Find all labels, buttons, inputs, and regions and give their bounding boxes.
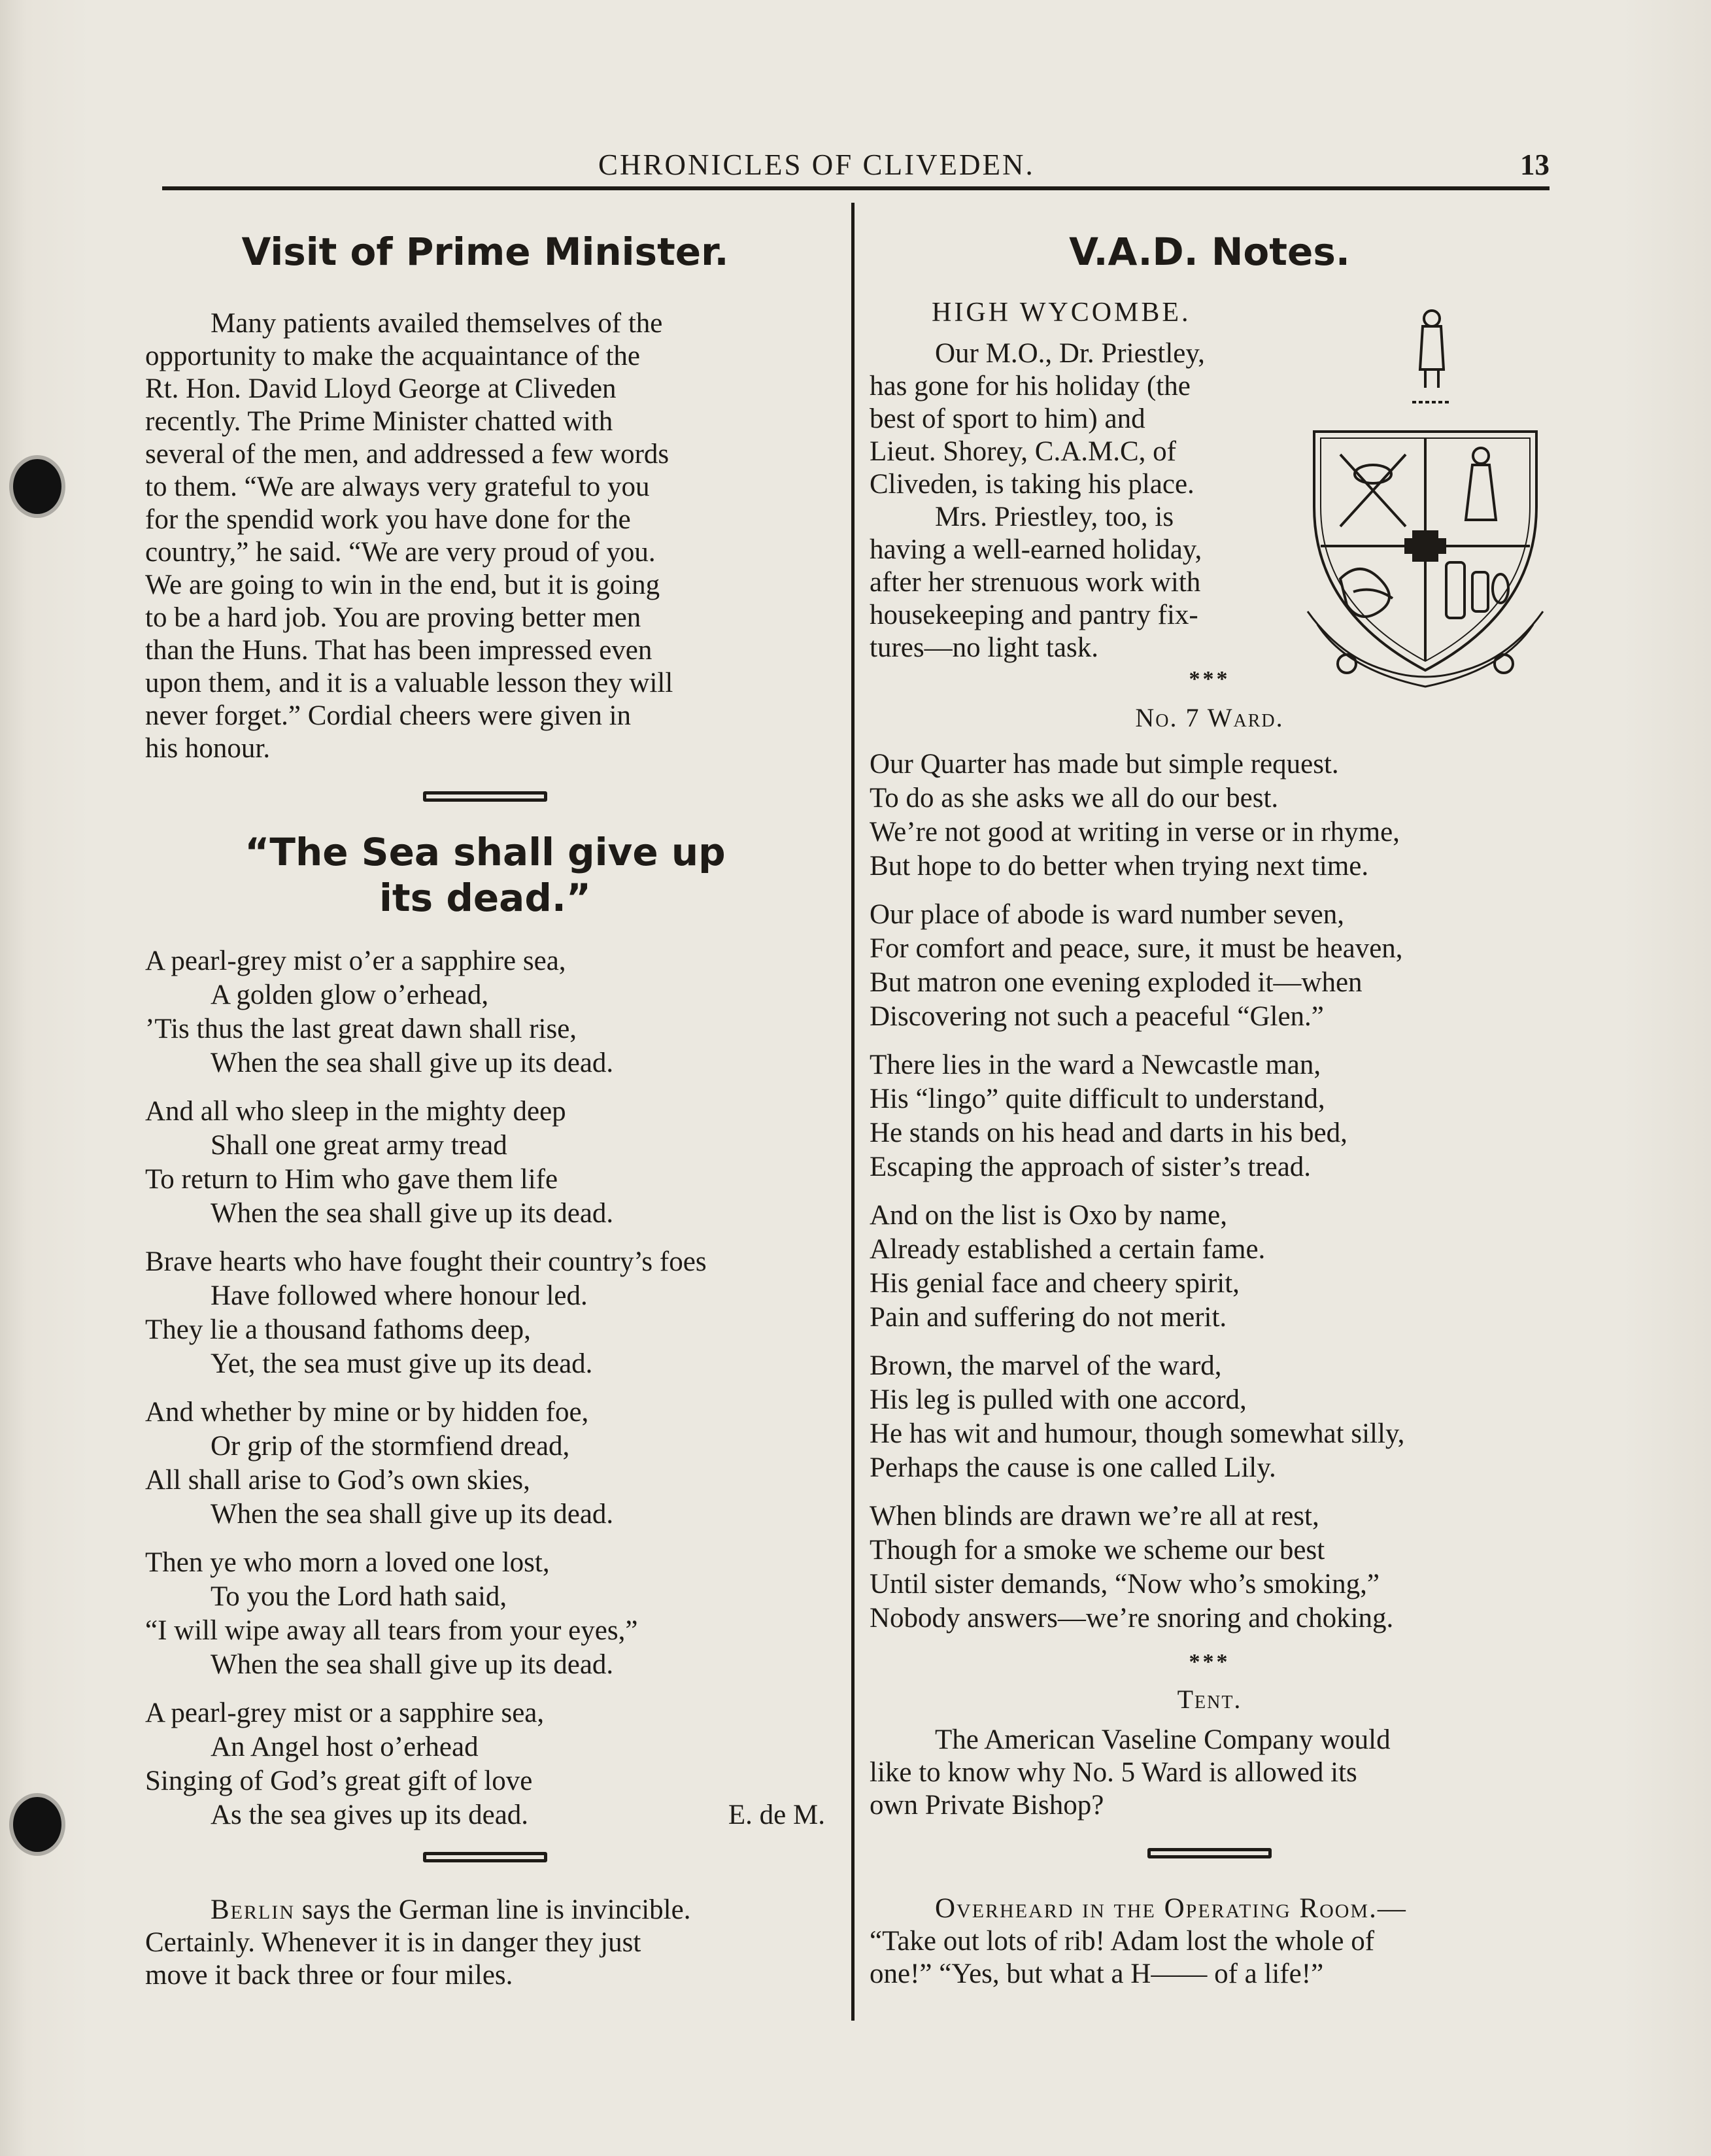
poem-line: When the sea shall give up its dead. (211, 1048, 614, 1078)
berlin-line (145, 1894, 825, 1926)
section-divider (423, 791, 547, 802)
tent-line: own Private Bishop? (870, 1790, 1104, 1821)
article-line: Rt. Hon. David Lloyd George at Cliveden (145, 373, 617, 404)
poem-line: A pearl-grey mist or a sapphire sea, (145, 1698, 545, 1728)
poem-line: They lie a thousand fathoms deep, (145, 1314, 531, 1345)
poem-line: “I will wipe away all tears from your eyes,” (145, 1615, 638, 1646)
section-divider (423, 1852, 547, 1862)
vad-article (870, 337, 1288, 664)
poem-line: Have followed where honour led. (211, 1280, 588, 1311)
tent-article (870, 1724, 1550, 1822)
nurse-head (1424, 311, 1440, 326)
vad-line: has gone for his holiday (the (870, 371, 1191, 402)
poem-line: But matron one evening exploded it—when (870, 967, 1363, 998)
poem-heading-line: “The Sea shall give up (245, 830, 726, 874)
article-line: upon them, and it is a valuable lesson they will (145, 668, 673, 698)
running-title: CHRONICLES OF CLIVEDEN. (598, 148, 1035, 181)
poem-heading-line: its dead.” (379, 876, 591, 920)
poem-line: Or grip of the stormfiend dread, (211, 1431, 570, 1462)
poem-line: Until sister demands, “Now who’s smoking,” (870, 1569, 1380, 1600)
overheard-lead: Overheard in the Operating Room.— (935, 1893, 1407, 1924)
nurse-body (1420, 326, 1444, 369)
poem-line: Shall one great army tread (211, 1130, 507, 1161)
poem-line: When the sea shall give up its dead. (211, 1649, 614, 1680)
poem-stanza (870, 1349, 1550, 1485)
poem-line: His “lingo” quite difficult to understand, (870, 1084, 1325, 1114)
poem-line: His genial face and cheery spirit, (870, 1268, 1240, 1299)
poem-last-line (145, 1798, 825, 1832)
overheard-line (870, 1892, 1550, 1925)
section-divider (1147, 1848, 1272, 1858)
poem-signature: E. de M. (728, 1800, 825, 1830)
berlin-note (145, 1894, 825, 1992)
poem-line: A pearl-grey mist o’er a sapphire sea, (145, 946, 566, 976)
poem-line: Nobody answers—we’re snoring and choking. (870, 1603, 1394, 1634)
poem-line: When the sea shall give up its dead. (211, 1198, 614, 1229)
article-line: to be a hard job. You are proving better men (145, 602, 641, 633)
poem-line: Perhaps the cause is one called Lily. (870, 1452, 1276, 1483)
poem-stanza (870, 898, 1550, 1034)
stars-separator: *** (1189, 1650, 1230, 1674)
poem-line: Brown, the marvel of the ward, (870, 1350, 1222, 1381)
ward-heading: No. 7 Ward. (1135, 703, 1284, 732)
article-line: We are going to win in the end, but it is going (145, 570, 660, 600)
left-column (145, 216, 825, 1992)
poem-line: A golden glow o’erhead, (211, 980, 489, 1010)
poem-line: Though for a smoke we scheme our best (870, 1535, 1325, 1566)
poem-line: There lies in the ward a Newcastle man, (870, 1050, 1321, 1080)
poem-sea (145, 944, 825, 1832)
article-line: several of the men, and addressed a few words (145, 439, 669, 470)
poem-line: He has wit and humour, though somewhat silly, (870, 1418, 1405, 1449)
poem-line: All shall arise to God’s own skies, (145, 1465, 530, 1496)
poem-stanza (145, 1546, 825, 1682)
poem-line: To you the Lord hath said, (211, 1581, 507, 1612)
poem-line: Already established a certain fame. (870, 1234, 1266, 1265)
ward-poem (870, 747, 1550, 1635)
poem-line: Then ye who morn a loved one lost, (145, 1547, 550, 1578)
poem-stanza (870, 1499, 1550, 1635)
poem-stanza (145, 1395, 825, 1531)
header-rule (162, 186, 1550, 190)
page-number: 13 (1520, 148, 1550, 181)
article-line: his honour. (145, 733, 271, 764)
poem-line: Singing of God’s great gift of love (145, 1766, 533, 1796)
vad-line: tures—no light task. (870, 632, 1098, 663)
article-line: opportunity to make the acquaintance of the (145, 341, 641, 371)
poem-line: But hope to do better when trying next time. (870, 851, 1369, 881)
poem-line: Yet, the sea must give up its dead. (211, 1348, 593, 1379)
tent-line: The American Vaseline Company would (935, 1724, 1391, 1755)
vad-line: Lieut. Shorey, C.A.M.C, of (870, 436, 1176, 467)
overheard-line: “Take out lots of rib! Adam lost the whole of (870, 1926, 1375, 1957)
poem-line: Discovering not such a peaceful “Glen.” (870, 1001, 1324, 1032)
poem-stanza (145, 1095, 825, 1231)
article-line: Many patients availed themselves of the (211, 308, 663, 339)
overheard-line: one!” “Yes, but what a H—— of a life!” (870, 1959, 1324, 1989)
article-line: to them. “We are always very grateful to you (145, 471, 650, 502)
poem-line: And whether by mine or by hidden foe, (145, 1397, 589, 1428)
poem-stanza (145, 944, 825, 1080)
article-line: never forget.” Cordial cheers were given in (145, 700, 632, 731)
vad-heading: V.A.D. Notes. (1069, 230, 1350, 274)
poem-stanza (145, 1696, 825, 1832)
article-line: for the spendid work you have done for the (145, 504, 631, 535)
poem-stanza (145, 1245, 825, 1381)
column-rule (851, 203, 855, 2021)
poem-line: He stands on his head and darts in his bed, (870, 1118, 1347, 1148)
poem-line: Our Quarter has made but simple request. (870, 749, 1339, 779)
prime-minister-article (145, 307, 825, 765)
vad-subheading: HIGH WYCOMBE. (932, 298, 1191, 328)
poem-line: Escaping the approach of sister’s tread. (870, 1152, 1312, 1182)
berlin-text: says the German line is invincible. (295, 1894, 691, 1925)
vad-line: Mrs. Priestley, too, is (935, 502, 1174, 532)
poem-line: And on the list is Oxo by name, (870, 1200, 1228, 1231)
poem-line: We’re not good at writing in verse or in rhyme, (870, 817, 1400, 847)
overheard-note (870, 1892, 1550, 1991)
poem-stanza (870, 1048, 1550, 1184)
punch-hole (13, 459, 61, 514)
vad-crest-illustration (1301, 304, 1550, 710)
vad-line: housekeeping and pantry fix- (870, 600, 1198, 630)
poem-line: ’Tis thus the last great dawn shall rise, (145, 1014, 577, 1044)
vad-line: Our M.O., Dr. Priestley, (935, 338, 1205, 369)
poem-line: Pain and suffering do not merit. (870, 1302, 1227, 1333)
poem-line: When the sea shall give up its dead. (211, 1499, 614, 1530)
poem-line: For comfort and peace, sure, it must be heaven, (870, 933, 1403, 964)
tent-line: like to know why No. 5 Ward is allowed its (870, 1757, 1357, 1788)
poem-line: Our place of abode is ward number seven, (870, 899, 1344, 930)
poem-line: As the sea gives up its dead. (211, 1800, 529, 1830)
poem-line: And all who sleep in the mighty deep (145, 1096, 566, 1127)
running-head (163, 148, 1550, 187)
article-line: country,” he said. “We are very proud of you. (145, 537, 656, 568)
stars-separator: *** (1189, 667, 1230, 691)
poem-line: When blinds are drawn we’re all at rest, (870, 1501, 1319, 1531)
berlin-lead: Berlin (211, 1894, 295, 1925)
vad-line: best of sport to him) and (870, 403, 1145, 434)
poem-line: To do as she asks we all do our best. (870, 783, 1279, 813)
vad-line: after her strenuous work with (870, 567, 1201, 598)
prime-minister-heading: Visit of Prime Minister. (241, 230, 729, 274)
poem-heading (145, 829, 825, 921)
berlin-line: move it back three or four miles. (145, 1960, 513, 1991)
berlin-line: Certainly. Whenever it is in danger they just (145, 1927, 641, 1958)
vad-line: having a well-earned holiday, (870, 534, 1202, 565)
poem-stanza (870, 747, 1550, 883)
poem-line: To return to Him who gave them life (145, 1164, 558, 1195)
poem-stanza (870, 1199, 1550, 1335)
poem-line: An Angel host o’erhead (211, 1732, 479, 1762)
article-line: than the Huns. That has been impressed even (145, 635, 652, 666)
punch-hole (13, 1797, 61, 1852)
vad-line: Cliveden, is taking his place. (870, 469, 1194, 500)
article-line: recently. The Prime Minister chatted with (145, 406, 613, 437)
poem-line: Brave hearts who have fought their country’s foes (145, 1246, 707, 1277)
tent-heading: Tent. (1177, 1685, 1242, 1714)
poem-line: His leg is pulled with one accord, (870, 1384, 1247, 1415)
